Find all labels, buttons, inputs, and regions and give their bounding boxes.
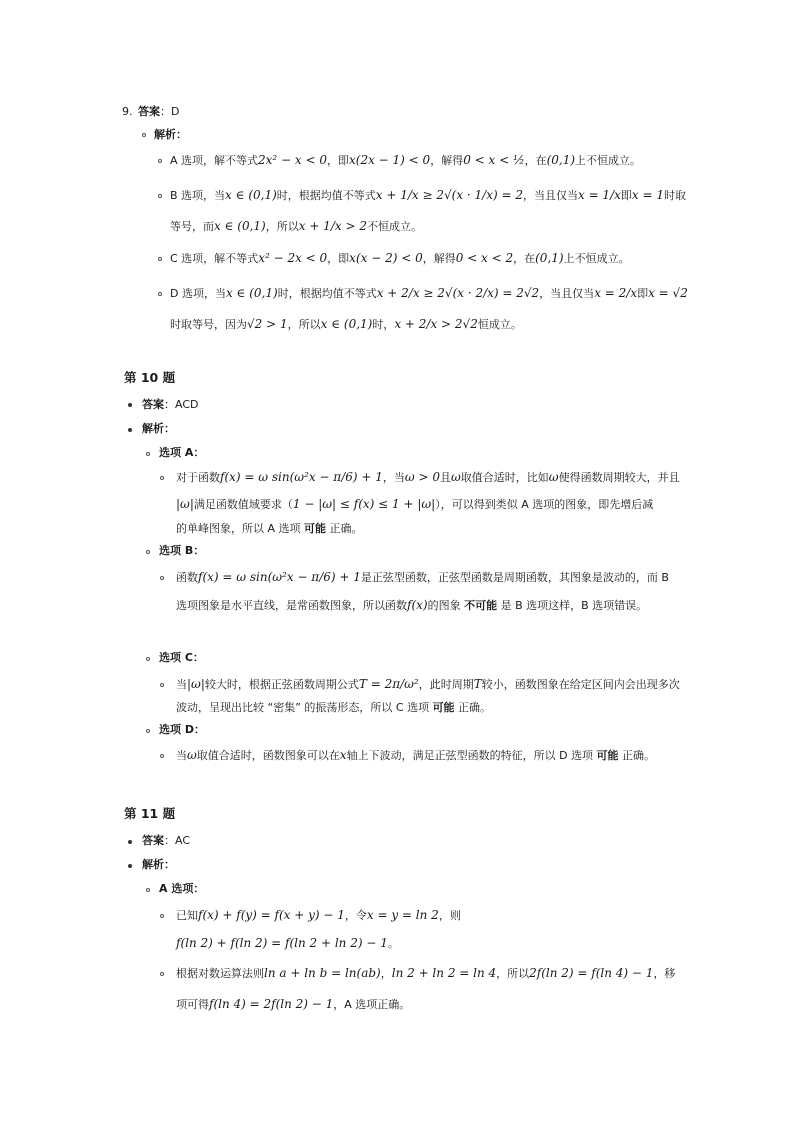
- question-11-title: 第 11 题: [124, 806, 176, 821]
- text-segment: x: [339, 748, 347, 762]
- text-segment: √2 > 1: [247, 317, 288, 331]
- text-segment: 轴上下波动，满足正弦型函数的特征，所以 D 选项: [346, 749, 597, 762]
- text-segment: x + 2/x > 2√2: [394, 317, 478, 331]
- q10-option-b-line1: [176, 569, 669, 586]
- text-segment: ：: [176, 128, 187, 141]
- text-segment: ：: [164, 398, 175, 411]
- text-segment: ：: [193, 723, 205, 736]
- text-segment: ，在: [524, 154, 547, 167]
- q9-answer-line: [138, 104, 179, 120]
- text-segment: T: [473, 677, 482, 691]
- text-segment: T = 2π/ω²: [358, 677, 419, 691]
- text-segment: 解析: [154, 128, 176, 141]
- text-segment: 1 − |ω| ≤ f(x) ≤ 1 + |ω|: [292, 497, 436, 511]
- q10-option-d-label: [159, 722, 205, 738]
- text-segment: ，所以: [287, 318, 321, 331]
- text-segment: ，当且仅当: [539, 287, 595, 300]
- q9-option-d-line2: [170, 316, 522, 333]
- text-segment: x + 1/x ≥ 2√(x · 1/x) = 2: [375, 188, 523, 202]
- text-segment: x ∈ (0,1): [214, 219, 266, 233]
- q10-analysis-label: [142, 421, 175, 437]
- text-segment: f(ln 4) = 2f(ln 2) − 1: [209, 997, 334, 1011]
- text-segment: 。: [387, 937, 399, 950]
- text-segment: 0 < x < ½: [463, 153, 525, 167]
- text-segment: f(x) = ω sin(ω²x − π/6) + 1: [198, 570, 361, 584]
- text-segment: x + 2/x ≥ 2√(x · 2/x) = 2√2: [376, 286, 540, 300]
- text-segment: 时取: [663, 189, 686, 202]
- text-segment: 较大时，根据正弦函数周期公式: [204, 678, 359, 691]
- text-segment: 解析: [142, 422, 164, 435]
- circle-bullet-icon: [160, 972, 164, 976]
- text-segment: B 选项，当: [170, 189, 226, 202]
- answer-value: D: [171, 105, 180, 118]
- bullet-icon: [128, 864, 132, 868]
- q11-answer-line: [142, 833, 190, 849]
- text-segment: f(ln 2) + f(ln 2) = f(ln 2 + ln 2) − 1: [176, 936, 388, 950]
- text-segment: ，当: [382, 471, 405, 484]
- text-segment: f(x) = ω sin(ω²x − π/6) + 1: [220, 470, 383, 484]
- text-segment: x ∈ (0,1): [225, 286, 278, 300]
- text-segment: ω: [450, 470, 461, 484]
- q9-option-d-line1: [170, 285, 688, 302]
- text-segment: 0 < x < 2: [455, 251, 514, 265]
- text-segment: 满足函数值域要求（: [193, 498, 293, 511]
- text-segment: x² − 2x < 0: [258, 251, 328, 265]
- text-segment: ，: [380, 967, 392, 980]
- text-segment: 较小，函数图象在给定区间内会出现多次: [481, 678, 680, 691]
- text-segment: 答案: [142, 398, 164, 411]
- text-segment: ：: [193, 446, 205, 459]
- text-segment: 且: [439, 471, 451, 484]
- circle-bullet-icon: [158, 292, 162, 296]
- text-segment: 选项 B: [159, 544, 194, 557]
- text-segment: 时取等号，因为: [170, 318, 247, 331]
- q11-option-a-line3: [176, 965, 675, 982]
- text-segment: 根据对数运算法则: [176, 967, 264, 980]
- text-segment: ，移: [653, 967, 676, 980]
- text-segment: x = 1: [631, 188, 664, 202]
- text-segment: ，当且仅当: [522, 189, 578, 202]
- text-segment: 取值合适时，函数图象可以在: [196, 749, 340, 762]
- text-segment: 不可能: [464, 599, 498, 612]
- text-segment: ：: [164, 858, 175, 871]
- text-segment: 恒成立。: [477, 318, 522, 331]
- text-segment: 使得函数周期较大，并且: [558, 471, 680, 484]
- text-segment: 不恒成立。: [366, 220, 422, 233]
- circle-bullet-icon: [146, 729, 150, 733]
- text-segment: 函数: [176, 571, 198, 584]
- text-segment: 2x² − x < 0: [258, 153, 328, 167]
- text-segment: 时，: [372, 318, 395, 331]
- text-segment: ：: [193, 882, 205, 895]
- circle-bullet-icon: [158, 159, 162, 163]
- text-segment: 正确。: [618, 749, 656, 762]
- text-segment: x = 2/x: [594, 286, 638, 300]
- text-segment: x(x − 2) < 0: [349, 251, 423, 265]
- circle-bullet-icon: [146, 888, 150, 892]
- circle-bullet-icon: [142, 133, 146, 137]
- text-segment: 是正弦型函数，正弦型函数是周期函数，其图象是波动的，而 B: [360, 571, 669, 584]
- text-segment: x ∈ (0,1): [225, 188, 277, 202]
- text-segment: 可能: [432, 701, 455, 714]
- text-segment: 取值合适时，比如: [460, 471, 549, 484]
- q11-option-a-line2: [176, 935, 399, 952]
- text-segment: AC: [175, 834, 191, 847]
- q10-option-c-line1: [176, 676, 680, 693]
- circle-bullet-icon: [160, 476, 164, 480]
- text-segment: ），可以得到类似 A 选项的图象，即先增后减: [435, 498, 654, 511]
- text-segment: ：: [164, 834, 175, 847]
- text-segment: 对于函数: [176, 471, 220, 484]
- circle-bullet-icon: [160, 754, 164, 758]
- question-9-number: 9.: [122, 105, 133, 118]
- text-segment: 即: [620, 189, 632, 202]
- text-segment: x + 1/x > 2: [298, 219, 367, 233]
- text-segment: 即: [637, 287, 649, 300]
- text-segment: 当: [176, 678, 187, 691]
- text-segment: ，A 选项正确。: [333, 998, 411, 1011]
- text-segment: x(2x − 1) < 0: [349, 153, 431, 167]
- text-segment: ，所以: [496, 967, 530, 980]
- text-segment: ，在: [513, 252, 536, 265]
- q10-option-a-line2: [176, 496, 653, 513]
- q10-option-a-line1: [176, 469, 680, 486]
- text-segment: 波动，呈现出比较 “密集” 的振荡形态，所以 C 选项: [176, 701, 433, 714]
- q10-option-a-label: [159, 445, 204, 461]
- text-segment: A 选项，解不等式: [170, 154, 259, 167]
- text-segment: x = √2: [648, 286, 688, 300]
- text-segment: x = 1/x: [577, 188, 621, 202]
- text-segment: 答案: [142, 834, 164, 847]
- text-segment: C 选项，解不等式: [170, 252, 259, 265]
- q10-answer-line: [142, 397, 198, 413]
- text-segment: ，解得: [422, 252, 456, 265]
- text-segment: (0,1): [546, 153, 576, 167]
- bullet-icon: [128, 403, 132, 407]
- q9-option-a: [170, 152, 641, 169]
- q9-option-b-line1: [170, 187, 686, 204]
- text-segment: 上不恒成立。: [575, 154, 642, 167]
- circle-bullet-icon: [158, 257, 162, 261]
- text-segment: ω > 0: [404, 470, 440, 484]
- bullet-icon: [128, 840, 132, 844]
- q10-option-d-line1: [176, 747, 655, 764]
- text-segment: ，解得: [430, 154, 464, 167]
- text-segment: 选项 D: [159, 723, 194, 736]
- text-segment: 当: [176, 749, 187, 762]
- text-segment: |ω|: [187, 677, 205, 691]
- text-segment: ω: [548, 470, 559, 484]
- text-segment: ，则: [438, 909, 461, 922]
- text-segment: ACD: [175, 398, 199, 411]
- q10-option-b-label: [159, 543, 204, 559]
- text-segment: 选项图象是水平直线，是常函数图象，所以函数: [176, 599, 407, 612]
- text-segment: 已知: [176, 909, 198, 922]
- circle-bullet-icon: [158, 194, 162, 198]
- q11-option-a-line4: [176, 996, 410, 1013]
- text-segment: ：: [164, 422, 175, 435]
- text-segment: f(x): [407, 598, 428, 612]
- text-segment: ln a + ln b = ln(ab): [264, 966, 381, 980]
- q10-option-a-line3: [176, 521, 363, 537]
- circle-bullet-icon: [160, 576, 164, 580]
- text-segment: 可能: [304, 522, 327, 535]
- text-segment: 是 B 选项这样，B 选项错误。: [497, 599, 648, 612]
- text-segment: D 选项，当: [170, 287, 226, 300]
- circle-bullet-icon: [146, 452, 150, 456]
- text-segment: 可能: [596, 749, 619, 762]
- text-segment: ：: [160, 105, 171, 118]
- answer-label: 答案: [138, 105, 160, 118]
- text-segment: A 选项: [159, 882, 194, 895]
- circle-bullet-icon: [160, 683, 164, 687]
- text-segment: ：: [193, 544, 205, 557]
- circle-bullet-icon: [146, 657, 150, 661]
- text-segment: ：: [192, 651, 204, 664]
- text-segment: 的单峰图象，所以 A 选项: [176, 522, 305, 535]
- text-segment: ω: [187, 748, 197, 762]
- q9-option-c: [170, 250, 630, 267]
- q9-option-b-line2: [170, 218, 422, 235]
- text-segment: ，即: [327, 252, 350, 265]
- text-segment: 等号，而: [170, 220, 214, 233]
- text-segment: ，此时周期: [418, 678, 474, 691]
- text-segment: ln 2 + ln 2 = ln 4: [391, 966, 497, 980]
- text-segment: 上不恒成立。: [563, 252, 630, 265]
- text-segment: (0,1): [535, 251, 564, 265]
- q10-option-c-line2: [176, 700, 491, 716]
- q9-analysis-label: [154, 127, 187, 143]
- q10-option-c-label: [159, 650, 204, 666]
- bullet-icon: [128, 428, 132, 432]
- text-segment: 正确。: [454, 701, 492, 714]
- circle-bullet-icon: [160, 914, 164, 918]
- text-segment: 2f(ln 2) = f(ln 4) − 1: [529, 966, 654, 980]
- text-segment: 正确。: [326, 522, 363, 535]
- text-segment: ，所以: [265, 220, 299, 233]
- question-10-title: 第 10 题: [124, 370, 176, 385]
- text-segment: ，即: [327, 154, 350, 167]
- text-segment: x = y = ln 2: [366, 908, 439, 922]
- text-segment: f(x) + f(y) = f(x + y) − 1: [198, 908, 345, 922]
- text-segment: 解析: [142, 858, 164, 871]
- text-segment: 的图象: [427, 599, 465, 612]
- text-segment: 项可得: [176, 998, 209, 1011]
- text-segment: |ω|: [176, 497, 194, 511]
- text-segment: x ∈ (0,1): [320, 317, 373, 331]
- q11-option-a-label: [159, 881, 204, 897]
- text-segment: 选项 A: [159, 446, 194, 459]
- q11-option-a-line1: [176, 907, 461, 924]
- text-segment: ，令: [344, 909, 367, 922]
- q11-analysis-label: [142, 857, 175, 873]
- circle-bullet-icon: [146, 550, 150, 554]
- text-segment: 选项 C: [159, 651, 193, 664]
- text-segment: 时，根据均值不等式: [276, 189, 376, 202]
- q10-option-b-line2: [176, 597, 647, 614]
- text-segment: 时，根据均值不等式: [277, 287, 377, 300]
